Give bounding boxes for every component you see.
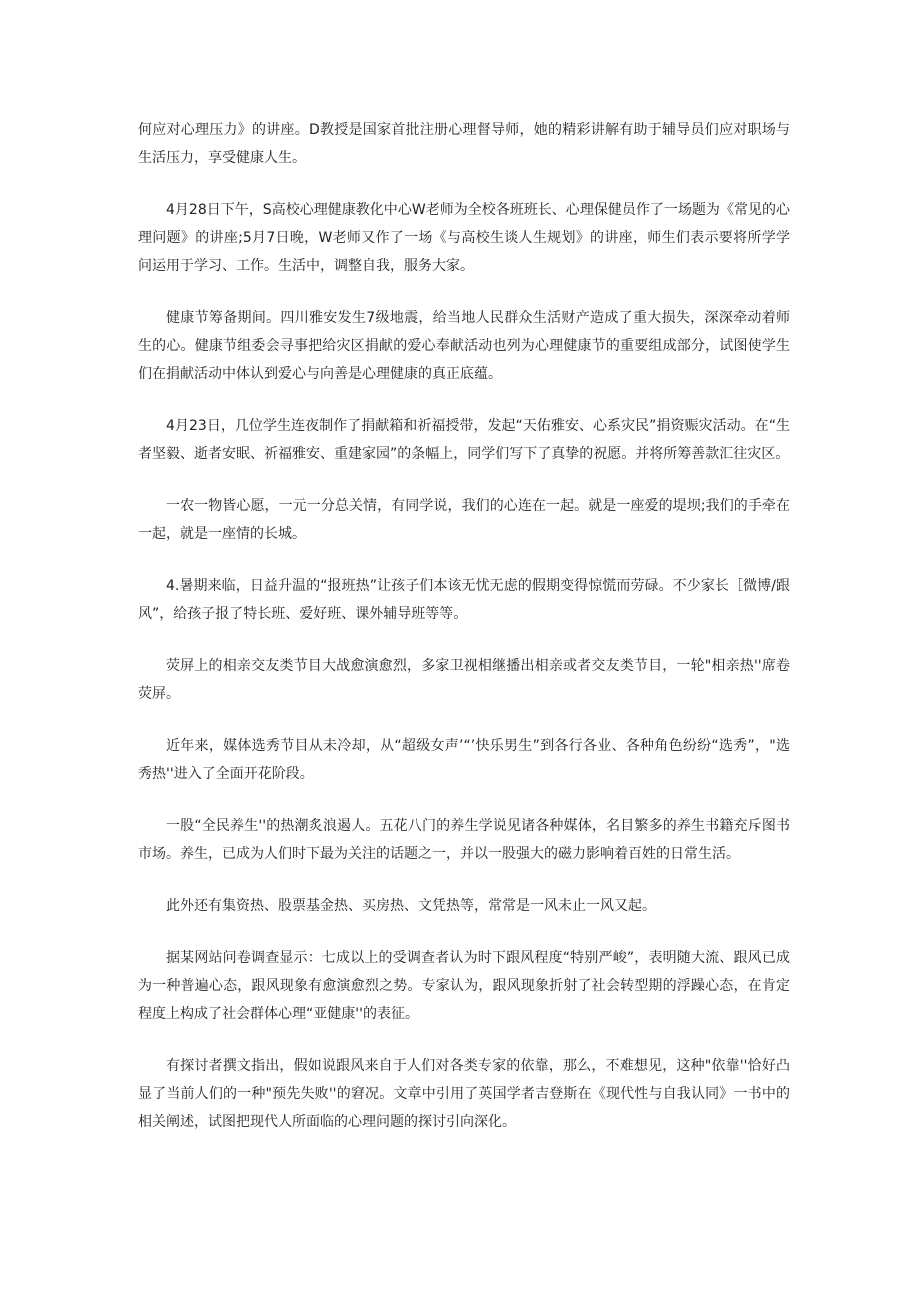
paragraph-8: 近年来，媒体选秀节目从未冷却，从“超级女声’“’快乐男生”到各行各业、各种角色纷纷“选秀”，"选秀热''进入了全面开花阶段。 <box>138 738 790 782</box>
paragraph-7: 荧屏上的相亲交友类节目大战愈演愈烈，多家卫视相继播出相亲或者交友类节目，一轮"相亲热''席卷荧屏。 <box>138 658 790 702</box>
paragraph-11: 据某网站问卷调查显示：七成以上的受调查者认为时下跟风程度“特别严峻”，表明随大流、跟风已成为一种普遍心态，跟风现象有愈演愈烈之势。专家认为，跟风现象折射了社会转型期的浮躁心态，在肯定程度上构成了社会群体心理“亚健康''的表征。 <box>138 950 790 1022</box>
document-body <box>138 116 790 1160</box>
paragraph-1: 何应对心理压力》的讲座。D教授是国家首批注册心理督导师，她的精彩讲解有助于辅导员们应对职场与生活压力，享受健康人生。 <box>138 122 790 166</box>
paragraph-4: 4月23日，几位学生连夜制作了捐献箱和祈福授带，发起“天佑雅安、心系灾民”捐资赈灾活动。在“生者坚毅、逝者安眠、祈福雅安、重建家园”的条幅上，同学们写下了真挚的祝愿。并将所筹善款汇往灾区。 <box>138 418 790 462</box>
paragraph-2: 4月28日下午，S高校心理健康教化中心W老师为全校各班班长、心理保健员作了一场题为《常见的心理问题》的讲座;5月7日晚，W老师又作了一场《与高校生谈人生规划》的讲座，师生们表示要将所学学问运用于学习、工作。生活中，调整自我，服务大家。 <box>138 202 790 274</box>
paragraph-3: 健康节筹备期间。四川雅安发生7级地震，给当地人民群众生活财产造成了重大损失，深深牵动着师生的心。健康节组委会寻事把给灾区捐献的爱心奉献活动也列为心理健康节的重要组成部分，试图使学生们在捐献活动中体认到爱心与向善是心理健康的真正底蕴。 <box>138 310 790 382</box>
paragraph-10: 此外还有集资热、股票基金热、买房热、文凭热等，常常是一风未止一风又起。 <box>166 898 656 914</box>
paragraph-6: 4.暑期来临，日益升温的“报班热”让孩子们本该无忧无虑的假期变得惊慌而劳碌。不少家长［微博/跟风”，给孩子报了特长班、爱好班、课外辅导班等等。 <box>138 578 790 622</box>
paragraph-5: 一农一物皆心愿，一元一分总关情，有同学说，我们的心连在一起。就是一座爱的堤坝;我们的手牵在一起，就是一座情的长城。 <box>138 498 790 542</box>
paragraph-12: 有探讨者撰文指出，假如说跟风来自于人们对各类专家的依靠，那么，不难想见，这种"依靠''恰好凸显了当前人们的一种"预先失败''的窘况。文章中引用了英国学者吉登斯在《现代性与自我认同》一书中的相关阐述，试图把现代人所面临的心理问题的探讨引向深化。 <box>138 1058 790 1130</box>
paragraph-9: 一股“全民养生''的热潮炙浪遏人。五花八门的养生学说见诸各种媒体，名目繁多的养生书籍充斥图书市场。养生，已成为人们时下最为关注的话题之一，并以一股强大的磁力影响着百姓的日常生活。 <box>138 818 790 862</box>
